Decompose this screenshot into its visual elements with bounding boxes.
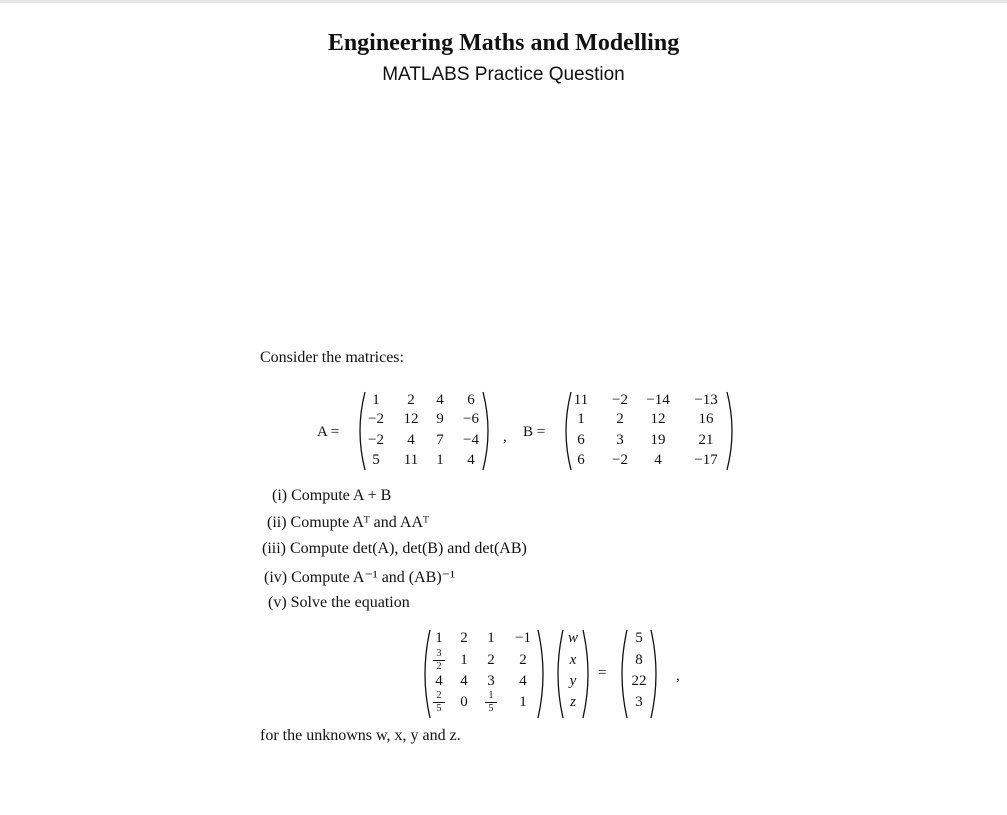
matrix-cell: 12 <box>650 411 666 427</box>
matrix-cell: −6 <box>463 411 479 427</box>
matrix-cell: 2 <box>519 652 527 668</box>
matrix-cell: −4 <box>463 432 479 448</box>
matrix-cell: x <box>569 652 577 668</box>
matrix-cell: 1 <box>487 630 495 646</box>
question-number: (iv) <box>264 569 288 586</box>
question-text: Compute det(A), det(B) and det(AB) <box>290 540 527 557</box>
matrix-cell: z <box>570 694 576 710</box>
matrix-cell: 3 <box>616 432 624 448</box>
question-text: Comupte Aᵀ and AAᵀ <box>290 514 429 531</box>
matrix-a <box>355 390 493 472</box>
matrix-cell: −2 <box>612 452 628 468</box>
question-number: (iii) <box>262 540 286 557</box>
question-text: Solve the equation <box>290 594 410 611</box>
matrix-cell: 5 <box>635 630 643 646</box>
matrix-cell: 4 <box>460 673 468 689</box>
matrix-cell: 11 <box>573 392 589 408</box>
matrix-cell: 1 <box>436 452 444 468</box>
intro-text: Consider the matrices: <box>260 349 404 366</box>
matrix-cell: 1 <box>435 630 443 646</box>
matrix-cell: 12 <box>403 411 419 427</box>
matrix-cell: −13 <box>694 392 718 408</box>
matrix-cell: 3 <box>487 673 495 689</box>
rhs-vector <box>617 628 661 720</box>
footer-text: for the unknowns w, x, y and z. <box>260 727 461 744</box>
question-iv <box>264 567 455 587</box>
question-iii <box>262 540 527 558</box>
question-number: (i) <box>272 487 288 504</box>
question-text: Compute A + B <box>291 487 392 504</box>
question-text: Compute A⁻¹ and (AB)⁻¹ <box>291 569 455 586</box>
matrix-cell: 1 <box>460 652 468 668</box>
matrix-cell: 4 <box>654 452 662 468</box>
matrix-cell: 4 <box>519 673 527 689</box>
page-title: Engineering Maths and Modelling <box>327 30 680 56</box>
matrix-cell: 1 <box>577 411 585 427</box>
matrix-cell: 2 5 <box>431 691 447 714</box>
matrix-cell: 2 <box>407 392 415 408</box>
matrix-cell: 16 <box>698 411 714 427</box>
question-ii <box>267 514 429 532</box>
matrix-cell: −2 <box>368 411 384 427</box>
matrix-cell: 19 <box>650 432 666 448</box>
matrix-b <box>561 390 737 472</box>
matrix-cell: 2 <box>487 652 495 668</box>
question-number: (v) <box>268 594 287 611</box>
matrix-cell: 3 <box>635 694 643 710</box>
matrix-cell: −2 <box>368 432 384 448</box>
matrix-cell: 2 <box>616 411 624 427</box>
matrix-cell: −17 <box>694 452 718 468</box>
matrix-cell: 1 5 <box>483 691 499 714</box>
matrix-cell: 4 <box>467 452 475 468</box>
matrix-cell: 6 <box>467 392 475 408</box>
matrix-cell: 9 <box>436 411 444 427</box>
matrix-cell: −1 <box>515 630 531 646</box>
matrix-cell: 7 <box>436 432 444 448</box>
matrix-cell: 4 <box>436 392 444 408</box>
matrix-cell: 11 <box>403 452 419 468</box>
matrix-cell: 5 <box>372 452 380 468</box>
matrix-cell: 1 <box>372 392 380 408</box>
question-v <box>268 594 410 612</box>
coefficient-matrix <box>420 628 548 720</box>
matrix-cell: 6 <box>577 432 585 448</box>
matrix-cell: 4 <box>407 432 415 448</box>
matrix-cell: 0 <box>460 694 468 710</box>
matrix-separator-comma: , <box>503 429 507 445</box>
matrix-cell: w <box>567 630 578 646</box>
matrix-cell: 3 2 <box>431 649 447 672</box>
system-trailing-comma: , <box>676 668 680 684</box>
unknowns-vector <box>553 628 593 720</box>
matrix-b-label: B = <box>523 424 546 440</box>
page-top-border <box>0 0 1007 3</box>
matrix-cell: 4 <box>435 673 443 689</box>
matrix-cell: −2 <box>612 392 628 408</box>
matrix-cell: 6 <box>577 452 585 468</box>
equals-sign: = <box>598 665 607 681</box>
matrix-a-label: A = <box>317 424 340 440</box>
question-i <box>272 487 391 505</box>
matrix-cell: 21 <box>698 432 714 448</box>
matrix-cell: y <box>569 673 577 689</box>
page-subtitle: MATLABS Practice Question <box>382 64 625 85</box>
matrix-cell: 2 <box>460 630 468 646</box>
matrix-cell: 1 <box>519 694 527 710</box>
question-number: (ii) <box>267 514 287 531</box>
matrix-cell: 8 <box>635 652 643 668</box>
matrix-cell: −14 <box>646 392 670 408</box>
matrix-cell: 22 <box>631 673 647 689</box>
